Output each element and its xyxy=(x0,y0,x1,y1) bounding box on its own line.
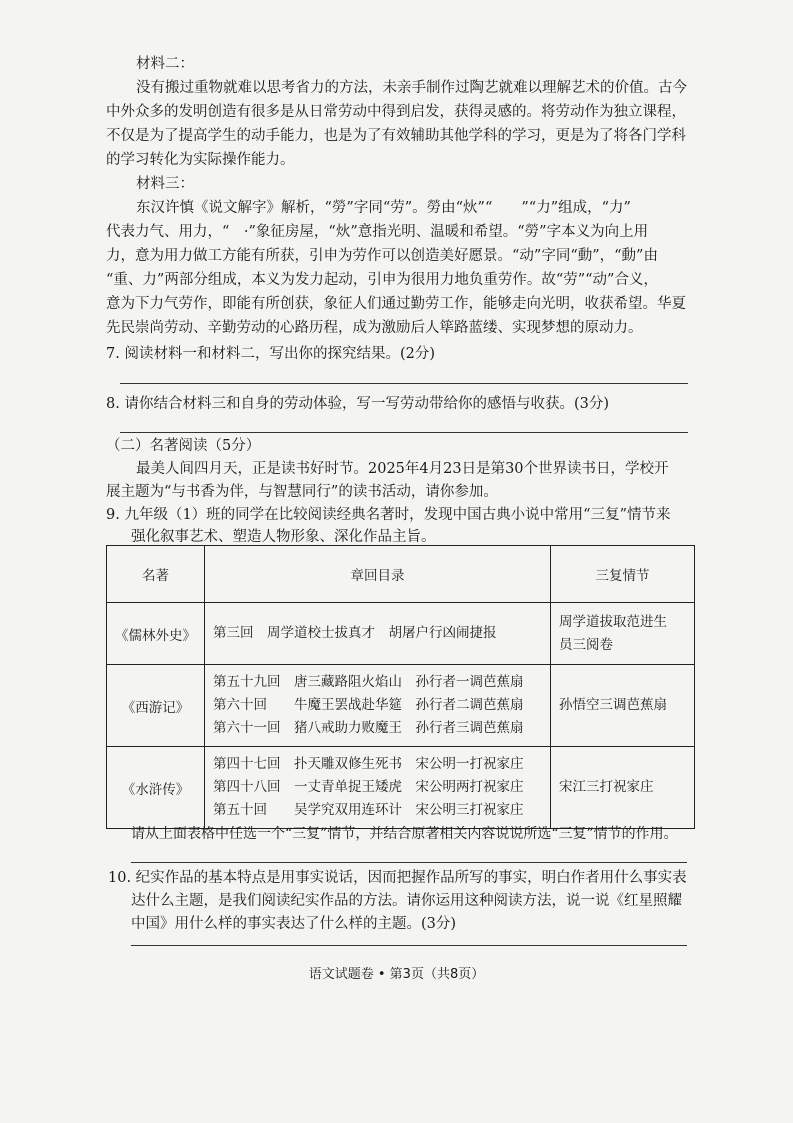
material3-line: 先民崇尚劳动、辛勤劳动的心路历程，成为激励后人筚路蓝缕、实现梦想的原动力。 xyxy=(106,320,643,336)
work-title: 《儒林外史》 xyxy=(107,603,205,665)
section-intro: 展主题为“与书香为伴，与智慧同行”的读书活动，请你参加。 xyxy=(106,484,498,500)
table-row xyxy=(107,603,695,665)
material3-heading: 材料三： xyxy=(136,176,194,192)
section-intro: 最美人间四月天，正是读书好时节。2025年4月23日是第30个世界读书日，学校开 xyxy=(136,461,669,477)
work-title: 《水浒传》 xyxy=(107,747,205,829)
material3-line: 意为下力气劳作，即能有所创获，象征人们通过勤劳工作，能够走向光明，收获希望。华夏 xyxy=(106,296,686,312)
plot-cell xyxy=(551,747,695,829)
chapter-line: 第四十七回 扑天雕双修生死书 宋公明一打祝家庄 xyxy=(213,756,524,772)
material3-line: 代表力气、用力，“ ·”象征房屋，“炏”意指光明、温暖和希望。“勞”字本义为向上用 xyxy=(106,224,649,240)
plot-cell xyxy=(551,603,695,665)
answer-line-q8[interactable] xyxy=(120,432,688,433)
chapter-line: 第六十一回 猪八戒助力败魔王 孙行者三调芭蕉扇 xyxy=(213,720,524,736)
chapter-cell xyxy=(205,747,551,829)
question-10: 10. 纪实作品的基本特点是用事实说话，因而把握作品所写的事实，明白作者用什么事实表 xyxy=(108,870,687,886)
material2-line: 的学习转化为实际操作能力。 xyxy=(106,152,295,168)
material3-line: 东汉许慎《说文解字》解析，“勞”字同“劳”。勞由“炏”“ ”“力”组成，“力” xyxy=(136,200,631,216)
chapter-line: 第四十八回 一丈青单捉王矮虎 宋公明两打祝家庄 xyxy=(213,779,524,795)
answer-line-q9[interactable] xyxy=(131,862,687,863)
classics-table xyxy=(106,545,695,829)
question-9-prompt: 请从上面表格中任选一个“三复”情节，并结合原著相关内容说说所选“三复”情节的作用。 xyxy=(131,826,678,842)
table-row xyxy=(107,665,695,747)
table-row xyxy=(107,747,695,829)
plot-line: 周学道拔取范进生 xyxy=(559,613,668,630)
question-10: 中国》用什么样的事实表达了什么样的主题。(3分) xyxy=(131,916,457,932)
material3-line: 力，意为用力做工方能有所获，引申为劳作可以创造美好愿景。“动”字同“動”，“動”由 xyxy=(106,248,658,264)
question-7: 7. 阅读材料一和材料二，写出你的探究结果。(2分) xyxy=(106,346,435,362)
plot-line: 孙悟空三调芭蕉扇 xyxy=(559,697,668,713)
material2-line: 不仅是为了提高学生的动手能力，也是为了有效辅助其他学科的学习，更是为了将各门学科 xyxy=(106,128,686,144)
material2-line: 没有搬过重物就难以思考省力的方法，未亲手制作过陶艺就难以理解艺术的价值。古今 xyxy=(136,80,687,96)
material2-line: 中外众多的发明创造有很多是从日常劳动中得到启发，获得灵感的。将劳动作为独立课程， xyxy=(106,104,686,120)
page-footer: 语文试题卷 • 第3页（共8页） xyxy=(308,967,485,982)
section-title: （二）名著阅读（5分） xyxy=(106,438,261,454)
plot-cell xyxy=(551,665,695,747)
chapter-line: 第五十九回 唐三藏路阻火焰山 孙行者一调芭蕉扇 xyxy=(213,674,524,690)
plot-line: 宋江三打祝家庄 xyxy=(559,779,654,795)
material3-line: “重、力”两部分组成，本义为发力起动，引申为很用力地负重劳作。故“劳”“动”合义， xyxy=(106,272,658,288)
question-10: 达什么主题，是我们阅读纪实作品的方法。请你运用这种阅读方法，说一说《红星照耀 xyxy=(131,893,682,909)
chapter-cell xyxy=(205,603,551,665)
chapter-line: 第五十回 吴学究双用连环计 宋公明三打祝家庄 xyxy=(213,802,524,818)
material2-heading: 材料二： xyxy=(136,56,194,72)
chapter-line: 第六十回 牛魔王罢战赴华筵 孙行者二调芭蕉扇 xyxy=(213,697,524,713)
chapter-cell xyxy=(205,665,551,747)
question-8: 8. 请你结合材料三和自身的劳动体验，写一写劳动带给你的感悟与收获。(3分) xyxy=(106,396,609,412)
plot-line: 员三阅卷 xyxy=(559,636,614,653)
chapter-line: 第三回 周学道校士拔真才 胡屠户行凶闹捷报 xyxy=(213,625,497,641)
question-9: 9. 九年级（1）班的同学在比较阅读经典名著时，发现中国古典小说中常用“三复”情节来 xyxy=(106,507,671,523)
header-chapters: 章回目录 xyxy=(205,546,551,603)
header-work: 名著 xyxy=(107,546,205,603)
answer-line-q7[interactable] xyxy=(120,383,688,384)
question-9: 强化叙事艺术、塑造人物形象、深化作品主旨。 xyxy=(131,529,436,545)
work-title: 《西游记》 xyxy=(107,665,205,747)
header-plot: 三复情节 xyxy=(551,546,695,603)
table-header-row xyxy=(107,546,695,603)
answer-line-q10[interactable] xyxy=(131,945,687,946)
